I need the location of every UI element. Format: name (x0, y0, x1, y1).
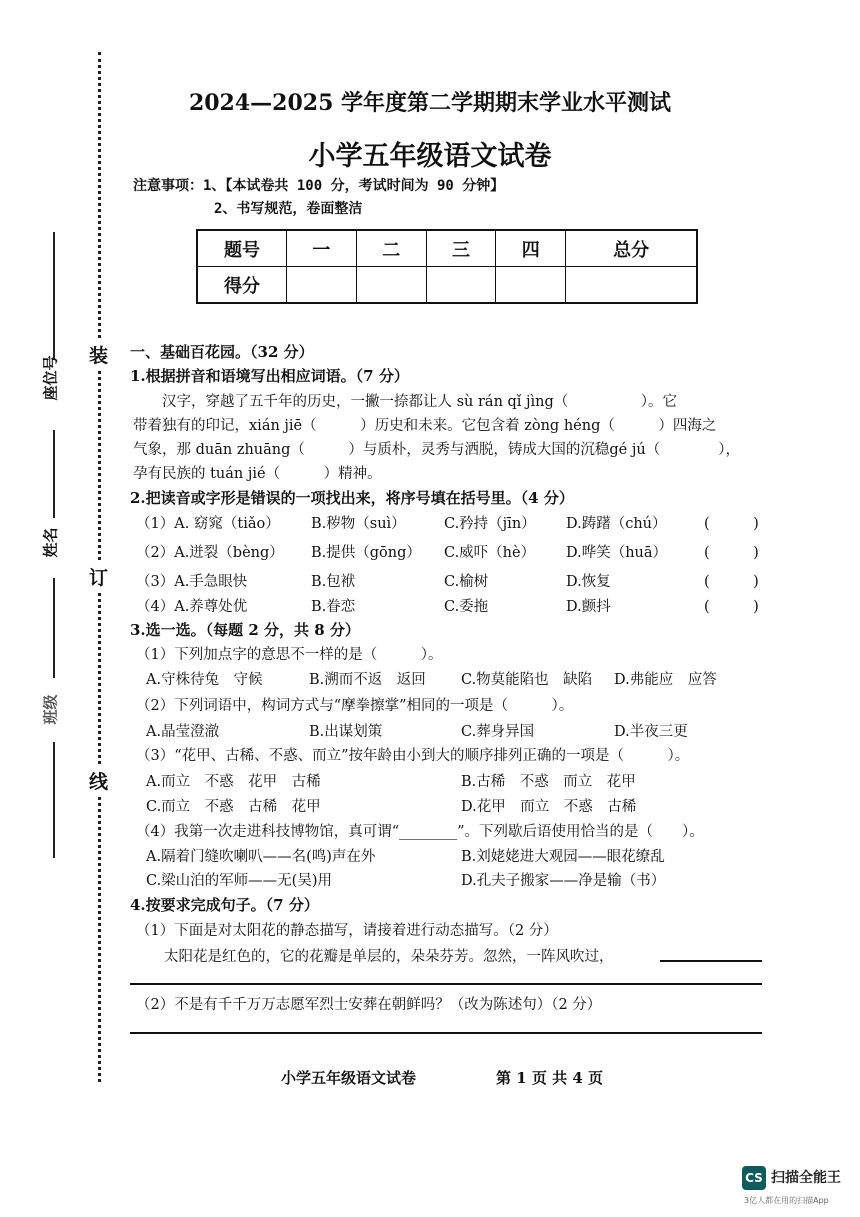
score-cell[interactable] (287, 267, 357, 304)
score-table-header-row (197, 230, 697, 267)
q4-2-instruction: （2）不是有千千万万志愿军烈士安葬在朝鲜吗？（改为陈述句）（2 分） (136, 997, 602, 1013)
score-header-cell: 一 (287, 230, 357, 267)
q2-r3-c: C.榆树 (444, 574, 489, 590)
binding-char-zhuang: 装 (89, 338, 108, 371)
score-row-label: 得分 (197, 267, 287, 304)
score-cell[interactable] (356, 267, 426, 304)
q2-r2-a: （2）A.迸裂（bèng） (136, 545, 284, 561)
footer-paper-name: 小学五年级语文试卷 (281, 1069, 417, 1087)
q1-line-3: 气象，那 duān zhuāng（ ）与质朴，灵秀与洒脱，铸成大国的沉稳gé jú（ ）， (133, 442, 740, 458)
q3-title: 3.选一选。（每题 2 分，共 8 分） (130, 621, 360, 639)
q3-3-stem: （3）“花甲、古稀、不惑、而立”按年龄由小到大的顺序排列正确的一项是（ ）。 (136, 748, 690, 764)
q3-2-stem: （2）下列词语中，构词方式与“摩拳擦掌”相同的一项是（ ）。 (136, 698, 574, 714)
q2-r1-c: C.矜持（jīn） (444, 516, 536, 532)
q2-r3-b: B.包袱 (311, 574, 356, 590)
q2-r4-b: B.眷恋 (311, 599, 356, 615)
score-cell[interactable] (566, 267, 697, 304)
q2-r4-a: （4）A.养尊处优 (136, 599, 248, 615)
q4-1-instruction: （1）下面是对太阳花的静态描写，请接着进行动态描写。（2 分） (136, 923, 558, 939)
score-cell[interactable] (496, 267, 566, 304)
q3-3-option-d: D.花甲 而立 不惑 古稀 (461, 799, 637, 815)
q4-title: 4.按要求完成句子。（7 分） (130, 896, 319, 914)
q2-r2-d: D.哗笑（huā） (566, 545, 668, 561)
q1-line-2: 带着独有的印记，xián jiē（ ）历史和未来。它包含着 zòng héng（ ）四海之 (133, 418, 717, 434)
class-label: 班级 (41, 694, 60, 725)
notice-line-1: 注意事项：1、【本试卷共 100 分，考试时间为 90 分钟】 (133, 178, 505, 194)
binding-char-xian: 线 (89, 764, 108, 797)
q3-1-option-a: A.守株待兔 守候 (146, 672, 263, 688)
q2-r4-c: C.委拖 (444, 599, 489, 615)
seat-number-label: 座位号 (41, 355, 60, 401)
q3-3-option-b: B.古稀 不惑 而立 花甲 (461, 774, 636, 790)
q2-r3-a: （3）A.手急眼快 (136, 574, 248, 590)
name-label: 姓名 (41, 527, 60, 558)
score-table (196, 229, 698, 304)
notice-line-2: 2、书写规范，卷面整洁 (214, 201, 363, 217)
q2-r3-answer[interactable]: ( ) (704, 574, 759, 590)
camscanner-logo-icon: CS (742, 1166, 766, 1190)
q2-r1-b: B.秽物（suì） (311, 516, 406, 532)
camscanner-name: 扫描全能王 (771, 1170, 841, 1186)
q2-r1-answer[interactable]: ( ) (704, 516, 759, 532)
q4-1-text: 太阳花是红色的，它的花瓣是单层的，朵朵芬芳。忽然，一阵风吹过， (164, 949, 614, 965)
q4-2-answer-line[interactable] (130, 1032, 762, 1034)
exam-subtitle: 小学五年级语文试卷 (308, 141, 552, 172)
q3-2-option-a: A.晶莹澄澈 (146, 724, 220, 740)
q2-r1-a: （1）A. 窈窕（tiǎo） (136, 516, 280, 532)
q3-4-option-d: D.孔夫子搬家——净是输（书） (461, 873, 666, 889)
q2-r1-d: D.踌躇（chú） (566, 516, 667, 532)
q1-line-4: 孕有民族的 tuán jié（ ）精神。 (133, 466, 382, 482)
q3-3-option-a: A.而立 不惑 花甲 古稀 (146, 774, 321, 790)
section-1-title: 一、基础百花园。（32 分） (130, 343, 314, 361)
q4-1-answer-line-a[interactable] (660, 960, 762, 962)
q3-4-option-b: B.刘姥姥进大观园——眼花缭乱 (461, 849, 665, 865)
q3-1-option-d: D.弗能应 应答 (614, 672, 717, 688)
q2-r4-d: D.颤抖 (566, 599, 611, 615)
q2-title: 2.把读音或字形是错误的一项找出来，将序号填在括号里。（4 分） (130, 489, 574, 507)
score-table-score-row (197, 267, 697, 304)
score-header-cell: 总分 (566, 230, 697, 267)
q3-2-option-c: C.葬身异国 (461, 724, 535, 740)
score-cell[interactable] (426, 267, 496, 304)
name-line (53, 430, 55, 518)
exam-title: 2024—2025 学年度第二学期期末学业水平测试 (188, 90, 672, 116)
q3-4-stem: （4）我第一次走进科技博物馆，真可谓“________”。下列歇后语使用恰当的是（ ）。 (136, 824, 704, 840)
q3-4-option-a: A.隔着门缝吹喇叭——名(鸣)声在外 (146, 849, 376, 865)
q3-4-option-c: C.梁山泊的军师——无(吴)用 (146, 873, 332, 889)
q2-r2-answer[interactable]: ( ) (704, 545, 759, 561)
score-header-cell: 题号 (197, 230, 287, 267)
q4-1-answer-line-b[interactable] (130, 983, 762, 985)
q1-title: 1.根据拼音和语境写出相应词语。（7 分） (130, 367, 409, 385)
q1-line-1: 汉字，穿越了五千年的历史，一撇一捺都让人 sù rán qǐ jìng（ ）。它 (162, 394, 678, 410)
q3-1-option-c: C.物莫能陷也 缺陷 (461, 672, 593, 688)
q2-r3-d: D.恢复 (566, 574, 611, 590)
binding-char-ding: 订 (89, 560, 108, 593)
class-line (53, 578, 55, 678)
camscanner-tagline: 3亿人都在用的扫描App (744, 1196, 829, 1205)
q2-r2-c: C.威吓（hè） (444, 545, 536, 561)
q2-r2-b: B.提供（gōng） (311, 545, 421, 561)
score-header-cell: 四 (496, 230, 566, 267)
q3-1-option-b: B.溯而不返 返回 (309, 672, 426, 688)
q3-2-option-d: D.半夜三更 (614, 724, 688, 740)
q3-2-option-b: B.出谋划策 (309, 724, 383, 740)
score-header-cell: 二 (356, 230, 426, 267)
q3-3-option-c: C.而立 不惑 古稀 花甲 (146, 799, 321, 815)
q2-r4-answer[interactable]: ( ) (704, 599, 759, 615)
q3-1-stem: （1）下列加点字的意思不一样的是（ ）。 (136, 647, 443, 663)
score-header-cell: 三 (426, 230, 496, 267)
grade-line (53, 742, 55, 858)
footer-page-number: 第 1 页 共 4 页 (496, 1069, 603, 1087)
